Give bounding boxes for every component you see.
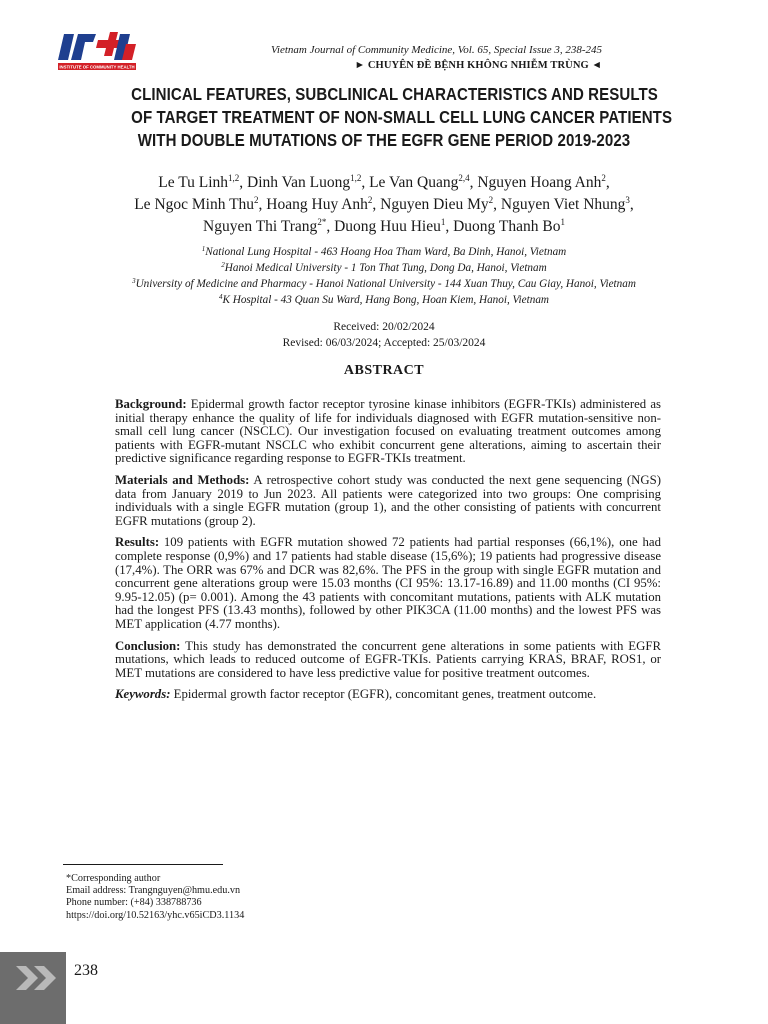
footnotes (66, 873, 244, 922)
affiliation (74, 292, 694, 308)
article-dates (174, 319, 594, 351)
abstract-background (115, 398, 661, 466)
page-number: 238 (74, 962, 98, 979)
author-affil-ref: 2 (254, 195, 259, 205)
conclusion-label: Conclusion: (115, 638, 181, 653)
author-name: Nguyen Dieu My (380, 196, 489, 213)
phone-number: Phone number: (+84) 338788736 (66, 897, 202, 909)
author-name: Nguyen Hoang Anh (477, 174, 602, 191)
author-affil-ref: 1,2 (350, 173, 362, 183)
affiliation-text: Hanoi Medical University - 1 Ton That Tung, Dong Da, Hanoi, Vietnam (224, 262, 547, 274)
affiliation (74, 260, 694, 276)
affiliation-text: National Lung Hospital - 463 Hoang Hoa Tham Ward, Ba Dinh, Hanoi, Vietnam (205, 246, 567, 258)
title-line: CLINICAL FEATURES, SUBCLINICAL CHARACTERISTICS AND RESULTS (131, 84, 658, 104)
journal-citation: Vietnam Journal of Community Medicine, Vol. 65, Special Issue 3, 238-245 (271, 44, 602, 56)
background-text: Epidermal growth factor receptor tyrosine kinase inhibitors (EGFR-TKIs) administered as initial therapy enhance the quality of life for individuals diagnosed with EGFR mutation-sensitive non-small cell lung cancer (NSCLC). Our investigation focused on evaluating treatment outcomes among patients with EGFR-mutant NSCLC who exhibit concurrent gene alterations, aiming to ascertain their predictive significance regarding response to EGFR-TKIs treatment. (115, 397, 661, 466)
received-date: Received: 20/02/2024 (333, 321, 435, 333)
affiliation-number: 3 (132, 277, 136, 285)
abstract-conclusion (115, 640, 661, 681)
institute-logo (58, 30, 138, 72)
methods-label: Materials and Methods: (115, 472, 250, 487)
author-affil-ref: 2 (367, 195, 373, 205)
keywords-text: Epidermal growth factor receptor (EGFR), concomitant genes, treatment outcome. (170, 687, 597, 702)
article-title (131, 83, 673, 152)
author-name: Duong Huu Hieu (334, 218, 441, 235)
abstract-methods (115, 474, 661, 528)
author-affil-ref: 2 (601, 173, 606, 183)
author-affil-ref: 2,4 (458, 173, 470, 183)
section-heading: ► CHUYÊN ĐỀ BỆNH KHÔNG NHIỄM TRÙNG ◄ (354, 60, 602, 71)
title-line: OF TARGET TREATMENT OF NON-SMALL CELL LUNG CANCER PATIENTS (131, 107, 673, 127)
author-affil-ref: 2* (317, 217, 327, 227)
methods-text: A retrospective cohort study was conducted the next gene sequencing (NGS) data from January 2019 to Jun 2023. All patients were categorized into two groups: One comprising individuals with a single EGFR mutation (group 1), and the other consisting of patients with concurrent EGFR mutations (group 2). (115, 472, 662, 528)
author-name: Le Tu Linh (158, 174, 229, 191)
affiliation-text: University of Medicine and Pharmacy - Hanoi National University - 144 Xuan Thuy, Cau Giay, Hanoi, Vietnam (135, 278, 636, 290)
background-label: Background: (115, 397, 187, 411)
email-address: Email address: Trangnguyen@hmu.edu.vn (66, 885, 241, 897)
affiliation-text: K Hospital - 43 Quan Su Ward, Hang Bong, Hoan Kiem, Hanoi, Vietnam (222, 294, 549, 306)
revised-accepted-date: Revised: 06/03/2024; Accepted: 25/03/2024 (282, 337, 486, 349)
author-name: Nguyen Viet Nhung (500, 196, 626, 213)
author-affil-ref: 1,2 (228, 173, 240, 183)
conclusion-text: This study has demonstrated the concurrent gene alterations in some patients with EGFR mutations, which leads to reduced outcome of EGFR-TKIs. Patients carrying KRAS, BRAF, ROS1, or MET mutations are considered to have less predictive value for positive treatment outcomes. (115, 638, 661, 680)
abstract-results (115, 536, 661, 631)
logo-subtext: INSTITUTE OF COMMUNITY HEALTH (59, 64, 135, 70)
abstract-heading: ABSTRACT (343, 363, 425, 378)
author-name: Dinh Van Luong (247, 174, 351, 191)
affiliation-number: 4 (219, 293, 223, 301)
results-label: Results: (115, 535, 160, 550)
author-affil-ref: 3 (625, 195, 630, 205)
author-name: Hoang Huy Anh (266, 196, 368, 213)
author-affil-ref: 2 (488, 195, 494, 205)
affiliation-list (74, 244, 694, 308)
double-chevron-icon (16, 964, 60, 992)
author-name: Duong Thanh Bo (453, 218, 561, 235)
author-name: Le Ngoc Minh Thu (134, 196, 255, 213)
title-line: WITH DOUBLE MUTATIONS OF THE EGFR GENE PERIOD 2019-2023 (137, 130, 631, 150)
corresponding-author-note: *Corresponding author (66, 873, 161, 884)
author-name: Le Van Quang (369, 174, 459, 191)
footnote-divider (63, 864, 223, 865)
author-name: Nguyen Thi Trang (203, 218, 318, 235)
keywords-label: Keywords: (115, 687, 171, 702)
author-affil-ref: 1 (440, 217, 446, 227)
results-text: 109 patients with EGFR mutation showed 72 patients had partial responses (66,1%), one had complete response (0,9%) and 17 patients had stable disease (15,6%); 19 patients had progressive disease (17,4%). The ORR was 67% and DCR was 82,6%. The PFS in the group with single EGFR mutation and concurrent gene alterations group were 15.03 months (CI 95%: 13.17-16.89) and 11.00 months (CI 95%: 9.95-12.05) (p= 0.001). Among the 43 patients with concomitant mutations, patients with ALK mutation had the longest PFS (13.43 months), followed by other PIK3CA (11.00 months) and the lowest PFS was MET application (4.77 months). (115, 535, 661, 631)
author-list: Le Tu Linh$^{1,2}$, Dinh Van Luong$^{1,2}$, Le Van Quang$^{2,4}$, Nguyen Hoang Anh$^2$, Le Ngoc Minh Thu$^2$, Hoang Huy Anh$^2$, Nguyen Dieu My$^2$, Nguyen Viet Nhung$^3$, Nguyen Thi Trang$^{2*}$, Duong Huu Hieu$^1$, Duong Thanh Bo$^1$ (134, 173, 634, 235)
abstract-keywords (115, 688, 661, 702)
affiliation-number: 2 (221, 261, 225, 269)
author-affil-ref: 1 (560, 217, 565, 227)
page-marker (0, 952, 66, 1024)
affiliation (74, 244, 694, 260)
doi-link[interactable]: https://doi.org/10.52163/yhc.v65iCD3.1134 (66, 909, 245, 921)
affiliation (74, 276, 694, 292)
abstract-body (115, 398, 661, 710)
affiliation-number: 1 (201, 245, 206, 253)
